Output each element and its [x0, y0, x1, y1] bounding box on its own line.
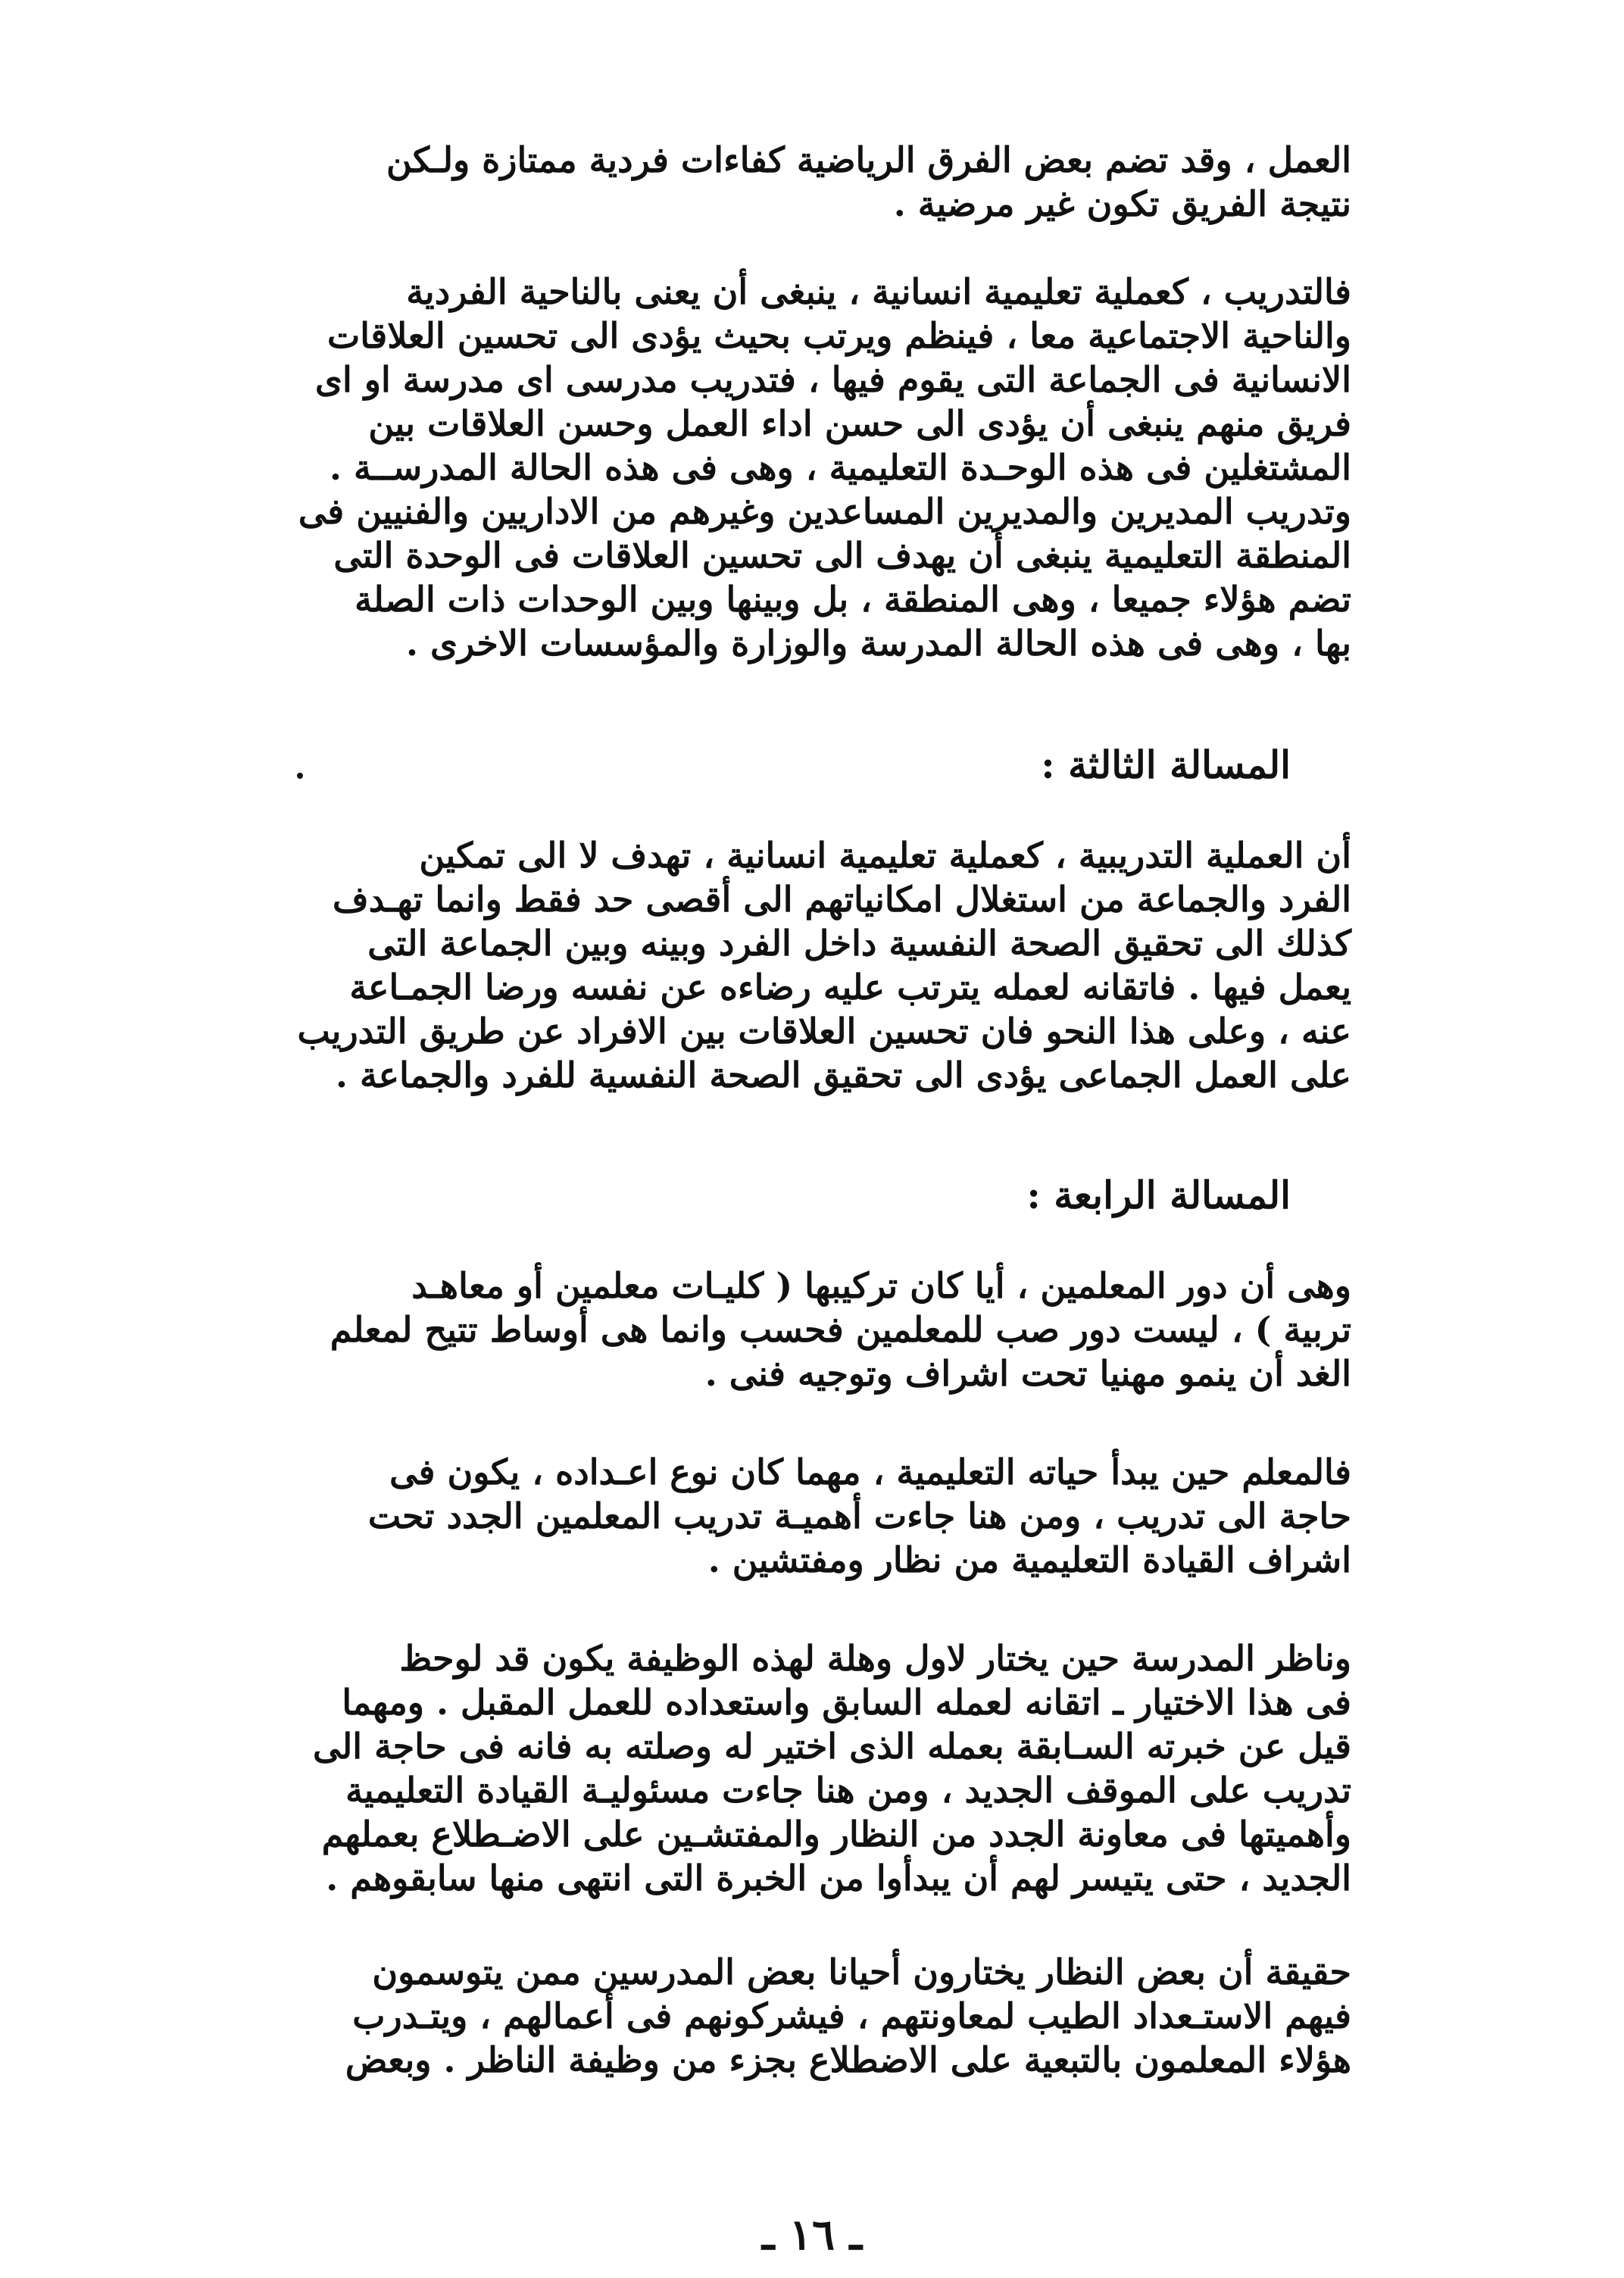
text-line: الغد أن ينمو مهنيا تحت اشراف وتوجيه فنى . [704, 1353, 1351, 1394]
section-heading-fourth: المسالة الرابعة : [1026, 1173, 1291, 1217]
text-line: وهى أن دور المعلمين ، أيا كان تركيبها ( كليـات معلمين أو معاهـد [411, 1265, 1351, 1306]
text-line: حاجة الى تدريب ، ومن هنا جاءت أهميـة تدريب المعلمين الجدد تحت [367, 1495, 1351, 1536]
paragraph-1 [261, 138, 1351, 226]
text-line: وتدريب المديرين والمديرين المساعدين وغيرهم من الاداريين والفنيين فى [298, 491, 1351, 532]
text-line: بها ، وهى فى هذه الحالة المدرسة والوزارة والمؤسسات الاخرى . [406, 623, 1351, 664]
paragraph-3 [261, 833, 1351, 1097]
paragraph-6 [261, 1636, 1351, 1900]
paragraph-7 [261, 1950, 1351, 2082]
page-number: ـ ١٦ ـ [762, 2210, 862, 2260]
text-line: الفرد والجماعة من استغلال امكانياتهم الى أقصى حد فقط وانما تهـدف [333, 879, 1351, 920]
text-line: وناظر المدرسة حين يختار لاول وهلة لهذه الوظيفة يكون قد لوحظ [399, 1638, 1351, 1679]
text-line: تربية ) ، ليست دور صب للمعلمين فحسب وانما هى أوساط تتيح لمعلم [329, 1309, 1351, 1350]
text-line: وأهميتها فى معاونة الجدد من النظار والمفتشـين على الاضـطلاع بعملهم [321, 1814, 1351, 1855]
text-line: المنطقة التعليمية ينبغى أن يهدف الى تحسين العلاقات فى الوحدة التى [333, 535, 1351, 576]
text-line: العمل ، وقد تضم بعض الفرق الرياضية كفاءات فردية ممتازة ولـكن [386, 139, 1351, 180]
text-line: تدريب على الموقف الجديد ، ومن هنا جاءت مسئوليـة القيادة التعليمية [345, 1770, 1351, 1811]
text-line: فالتدريب ، كعملية تعليمية انسانية ، ينبغى أن يعنى بالناحية الفردية [406, 271, 1351, 312]
text-line: اشراف القيادة التعليمية من نظار ومفتشين . [707, 1539, 1351, 1580]
paragraph-2 [261, 270, 1351, 665]
text-line: قيل عن خبرته السـابقة بعمله الذى اختير له وصلته به فانه فى حاجة الى [312, 1726, 1351, 1767]
paragraph-4 [261, 1264, 1351, 1395]
text-line: نتيجة الفريق تكون غير مرضية . [893, 183, 1351, 224]
text-line: هؤلاء المعلمون بالتبعية على الاضطلاع بجزء من وظيفة الناظر . وبعض [345, 2039, 1351, 2080]
text-line: الانسانية فى الجماعة التى يقوم فيها ، فتدريب مدرسى اى مدرسة او اى [314, 359, 1351, 400]
text-line: فى هذا الاختيار ـ اتقانه لعمله السابق واستعداده للعمل المقبل . ومهما [342, 1682, 1351, 1723]
text-line: كذلك الى تحقيق الصحة النفسية داخل الفرد وبينه وبين الجماعة التى [367, 923, 1351, 964]
paragraph-5 [261, 1450, 1351, 1582]
text-line: يعمل فيها . فاتقانه لعمله يترتب عليه رضاءه عن نفسه ورضا الجمـاعة [349, 967, 1351, 1008]
text-line: عنه ، وعلى هذا النحو فان تحسين العلاقات بين الافراد عن طريق التدريب [297, 1011, 1351, 1052]
text-line: والناحية الاجتماعية معا ، فينظم ويرتب بحيث يؤدى الى تحسين العلاقات [326, 315, 1351, 356]
text-line: فالمعلم حين يبدأ حياته التعليمية ، مهما كان نوع اعـداده ، يكون فى [389, 1451, 1351, 1492]
text-line: الجديد ، حتى يتيسر لهم أن يبدأوا من الخبرة التى انتهى منها سابقوهم . [326, 1858, 1351, 1898]
text-line: المشتغلين فى هذه الوحـدة التعليمية ، وهى فى هذه الحالة المدرســة . [329, 447, 1351, 488]
text-line: فريق منهم ينبغى أن يؤدى الى حسن اداء العمل وحسن العلاقات بين [368, 403, 1351, 444]
section-heading-third: المسالة الثالثة : [1041, 742, 1291, 787]
text-line: على العمل الجماعى يؤدى الى تحقيق الصحة النفسية للفرد والجماعة . [335, 1055, 1351, 1095]
text-line: أن العملية التدريبية ، كعملية تعليمية انسانية ، تهدف لا الى تمكين [419, 835, 1351, 876]
text-line: حقيقة أن بعض النظار يختارون أحيانا بعض المدرسين ممن يتوسمون [372, 1951, 1351, 1992]
text-line: تضم هؤلاء جميعا ، وهى المنطقة ، بل وبينها وبين الوحدات ذات الصلة [354, 579, 1351, 620]
scan-speck [297, 773, 303, 779]
text-line: فيهم الاستـعداد الطيب لمعاونتهم ، فيشركونهم فى أعمالهم ، ويتـدرب [352, 1995, 1351, 2036]
